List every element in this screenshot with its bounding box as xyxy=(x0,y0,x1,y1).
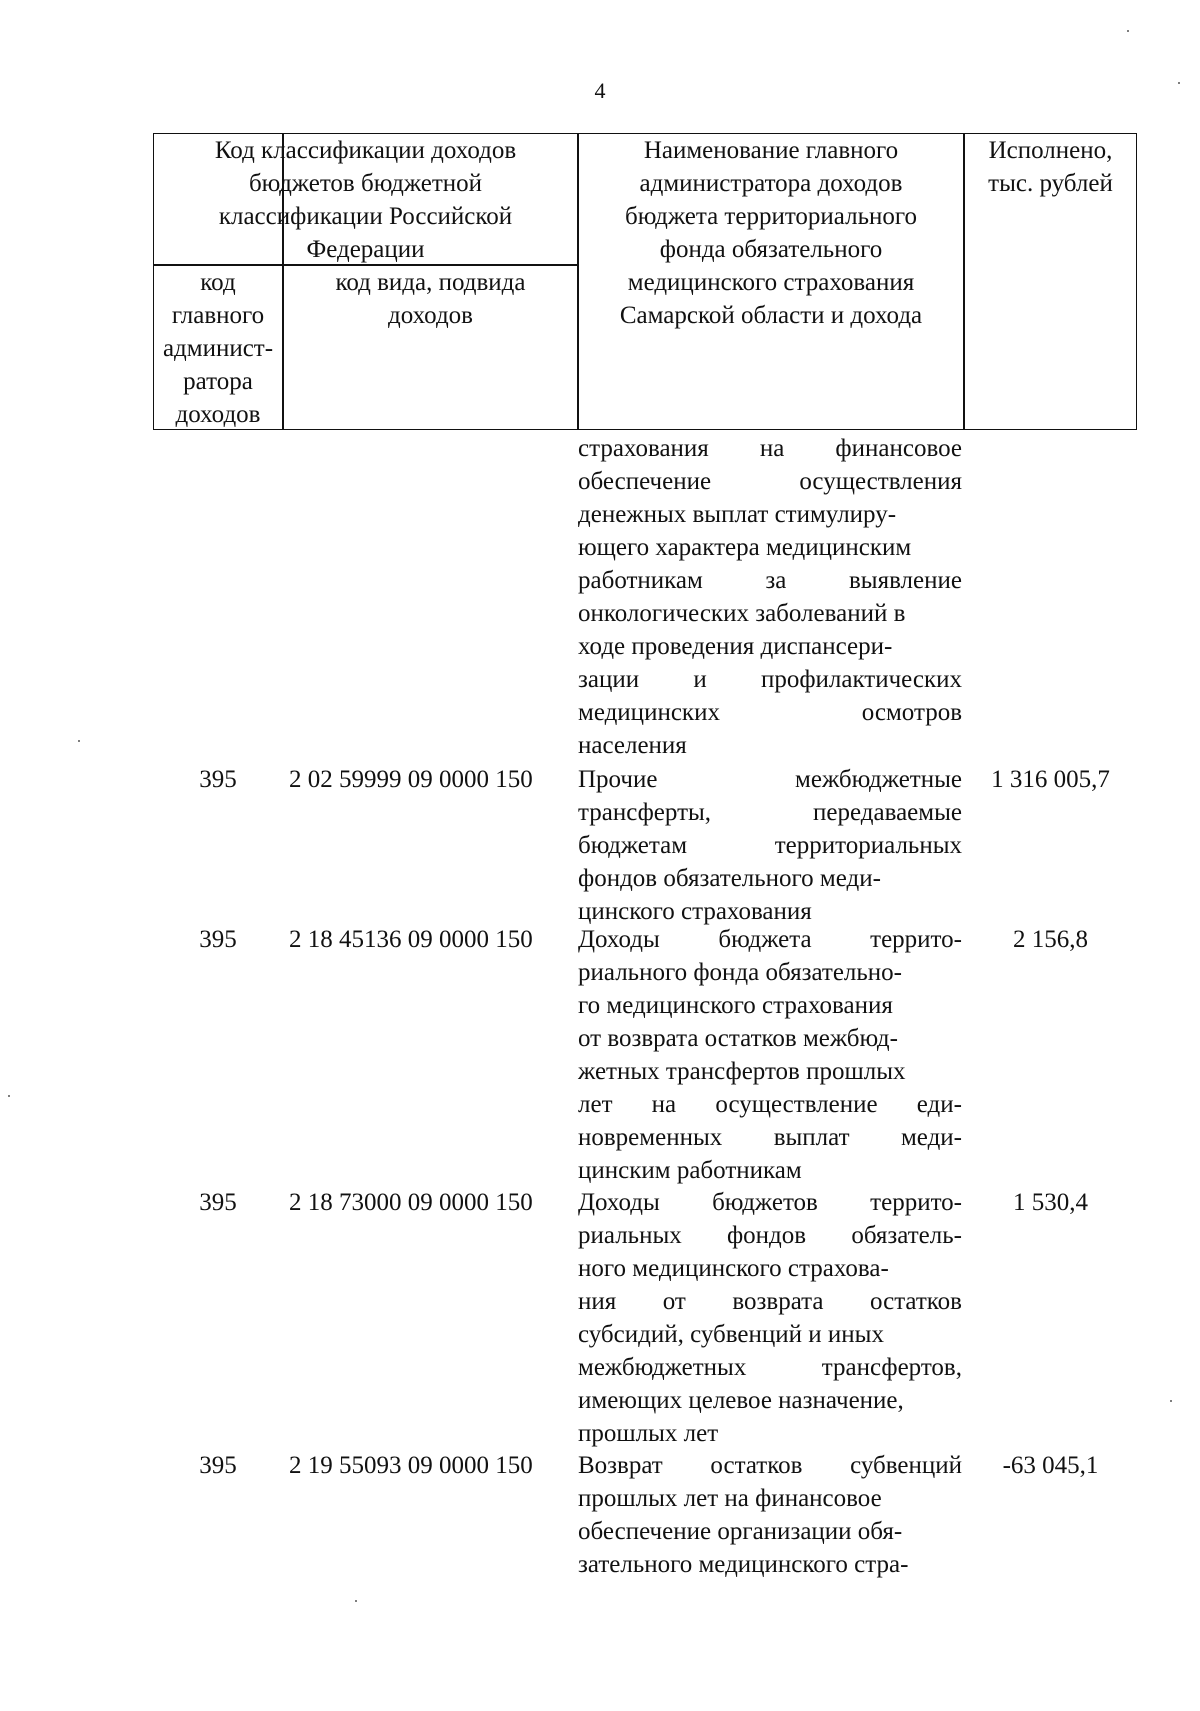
text-line xyxy=(578,989,962,1022)
text-line xyxy=(578,1154,962,1187)
text-line xyxy=(578,1351,962,1384)
text-word: бюджета xyxy=(718,926,812,953)
text-line xyxy=(578,1384,962,1417)
row-income-code: 2 18 45136 09 0000 150 xyxy=(289,926,533,953)
row-admin-code: 395 xyxy=(199,1189,237,1216)
header-income-type-code xyxy=(284,266,577,332)
text-word: террито- xyxy=(870,926,962,953)
text-line xyxy=(578,630,962,663)
header-executed xyxy=(965,134,1136,200)
text-line xyxy=(578,1449,962,1482)
text-word: выявление xyxy=(848,567,962,594)
text-word: фондов обязательного меди- xyxy=(578,865,881,892)
text-word: и xyxy=(693,666,707,693)
text-word: прошлых лет xyxy=(578,1420,719,1447)
text-word: на xyxy=(651,1091,677,1118)
text-line xyxy=(578,1055,962,1088)
text-word: новременных xyxy=(578,1124,723,1151)
text-line: Наименование главного xyxy=(643,137,899,164)
text-line: фонда обязательного xyxy=(659,236,883,263)
text-line xyxy=(578,1219,962,1252)
text-word: Возврат xyxy=(578,1452,663,1479)
scan-speck xyxy=(8,1095,10,1097)
text-word: осмотров xyxy=(861,699,962,726)
text-line xyxy=(578,956,962,989)
text-line: доходов xyxy=(175,401,261,428)
text-word: цинским работникам xyxy=(578,1157,802,1184)
text-word: Доходы xyxy=(578,1189,660,1216)
text-line: код xyxy=(200,269,236,296)
text-word: от xyxy=(662,1288,686,1315)
text-line: бюджета территориального xyxy=(624,203,918,230)
header-administrator-name xyxy=(579,134,963,332)
row-admin-code: 395 xyxy=(199,1452,237,1479)
text-word: субсидий, субвенций и иных xyxy=(578,1321,884,1348)
text-word: финансовое xyxy=(835,435,962,462)
text-word: передаваемые xyxy=(813,799,962,826)
text-word: жетных трансфертов прошлых xyxy=(578,1058,906,1085)
text-line xyxy=(578,1186,962,1219)
row-income-code: 2 18 73000 09 0000 150 xyxy=(289,1189,533,1216)
text-word: территориальных xyxy=(774,832,962,859)
text-word: от возврата остатков межбюд- xyxy=(578,1025,898,1052)
text-word: осуществление xyxy=(715,1091,878,1118)
text-word: трансферты, xyxy=(578,799,712,826)
page-number: 4 xyxy=(594,78,606,103)
text-line xyxy=(578,432,962,465)
continuation-text xyxy=(578,432,962,762)
text-line xyxy=(578,663,962,696)
text-line xyxy=(578,465,962,498)
row-income-name xyxy=(578,763,962,928)
text-word: риальных xyxy=(578,1222,682,1249)
row-income-name xyxy=(578,1449,962,1581)
text-line xyxy=(578,1548,962,1581)
row-amount: -63 045,1 xyxy=(1002,1452,1099,1479)
row-income-name xyxy=(578,923,962,1187)
text-word: еди- xyxy=(916,1091,962,1118)
text-word: медицинских xyxy=(578,699,720,726)
text-word: субвенций xyxy=(850,1452,962,1479)
text-line: Исполнено, xyxy=(988,137,1113,164)
text-line: Самарской области и дохода xyxy=(619,302,923,329)
text-line xyxy=(578,1285,962,1318)
text-word: населения xyxy=(578,732,687,759)
text-word: ного медицинского страхова- xyxy=(578,1255,889,1282)
text-line xyxy=(578,1088,962,1121)
text-word: зации xyxy=(578,666,640,693)
text-line: Код классификации доходов xyxy=(214,137,517,164)
text-line: бюджетов бюджетной xyxy=(248,170,483,197)
text-word: выплат xyxy=(773,1124,850,1151)
text-word: Доходы xyxy=(578,926,660,953)
scan-speck xyxy=(355,1600,357,1602)
row-admin-code: 395 xyxy=(199,766,237,793)
text-line xyxy=(578,1022,962,1055)
row-amount: 1 530,4 xyxy=(1013,1189,1088,1216)
text-word: возврата xyxy=(732,1288,824,1315)
scan-speck xyxy=(1127,30,1129,32)
text-word: меди- xyxy=(900,1124,962,1151)
text-word: профилактических xyxy=(760,666,962,693)
text-line xyxy=(578,1121,962,1154)
text-word: прошлых лет на финансовое xyxy=(578,1485,882,1512)
text-word: за xyxy=(765,567,787,594)
text-word: бюджетам xyxy=(578,832,688,859)
text-line: тыс. рублей xyxy=(988,170,1113,197)
text-word: цинского страхования xyxy=(578,898,812,925)
text-word: зательного медицинского стра- xyxy=(578,1551,909,1578)
scan-speck xyxy=(1178,82,1180,84)
text-line xyxy=(578,829,962,862)
text-word: трансфертов, xyxy=(821,1354,962,1381)
text-line xyxy=(578,531,962,564)
text-word: работникам xyxy=(578,567,703,594)
text-word: обязатель- xyxy=(851,1222,962,1249)
table-header xyxy=(153,133,1137,430)
text-word: остатков xyxy=(869,1288,962,1315)
text-line xyxy=(578,564,962,597)
text-line: админист- xyxy=(162,335,274,362)
text-word: имеющих целевое назначение, xyxy=(578,1387,904,1414)
row-income-code: 2 02 59999 09 0000 150 xyxy=(289,766,533,793)
text-line xyxy=(578,1515,962,1548)
text-word: ния xyxy=(578,1288,617,1315)
text-word: бюджетов xyxy=(712,1189,818,1216)
text-line: Федерации xyxy=(306,236,425,263)
text-word: обеспечение xyxy=(578,468,712,495)
row-income-name xyxy=(578,1186,962,1450)
text-word: межбюджетные xyxy=(795,766,962,793)
scan-speck xyxy=(1170,1400,1172,1402)
text-word: страхования xyxy=(578,435,709,462)
header-admin-code xyxy=(154,266,282,431)
text-line: главного xyxy=(171,302,265,329)
row-amount: 2 156,8 xyxy=(1013,926,1088,953)
text-line: доходов xyxy=(388,302,473,329)
text-line: код вида, подвида xyxy=(335,269,526,296)
text-word: террито- xyxy=(870,1189,962,1216)
text-word: ходе проведения диспансери- xyxy=(578,633,893,660)
text-word: осуществления xyxy=(799,468,962,495)
row-admin-code: 395 xyxy=(199,926,237,953)
text-line xyxy=(578,696,962,729)
text-line xyxy=(578,597,962,630)
text-word: онкологических заболеваний в xyxy=(578,600,906,627)
text-word: на xyxy=(759,435,785,462)
text-line: классификации Российской xyxy=(218,203,513,230)
text-word: фондов xyxy=(726,1222,807,1249)
text-line xyxy=(578,796,962,829)
text-word: ющего характера медицинским xyxy=(578,534,912,561)
text-word: остатков xyxy=(710,1452,803,1479)
header-classification-group xyxy=(154,134,577,266)
text-line: администратора доходов xyxy=(639,170,903,197)
text-line xyxy=(578,729,962,762)
text-line xyxy=(578,1417,962,1450)
text-line: ратора xyxy=(183,368,253,395)
text-word: межбюджетных xyxy=(578,1354,747,1381)
text-line xyxy=(578,862,962,895)
text-word: Прочие xyxy=(578,766,658,793)
text-line xyxy=(578,1252,962,1285)
scan-speck xyxy=(78,740,80,742)
text-line xyxy=(578,763,962,796)
text-line xyxy=(578,1482,962,1515)
text-line: медицинского страхования xyxy=(627,269,915,296)
text-word: го медицинского страхования xyxy=(578,992,893,1019)
text-word: лет xyxy=(578,1091,613,1118)
row-amount: 1 316 005,7 xyxy=(991,766,1110,793)
row-income-code: 2 19 55093 09 0000 150 xyxy=(289,1452,533,1479)
text-word: обеспечение организации обя- xyxy=(578,1518,903,1545)
text-line xyxy=(578,1318,962,1351)
text-line xyxy=(578,923,962,956)
text-word: денежных выплат стимулиру- xyxy=(578,501,897,528)
text-line xyxy=(578,498,962,531)
text-word: риального фонда обязательно- xyxy=(578,959,902,986)
